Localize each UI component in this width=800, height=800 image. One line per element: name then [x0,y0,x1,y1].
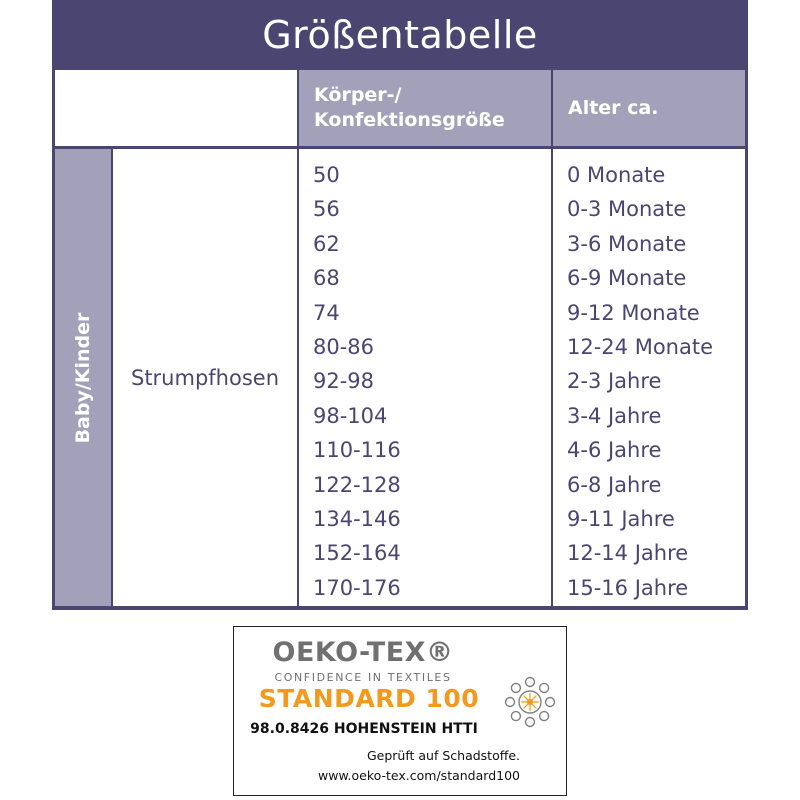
age-value: 3-4 Jahre [567,403,662,428]
product-cell [113,149,297,606]
size-value: 62 [313,231,340,256]
size-column [299,149,551,606]
table-title-bar [52,0,748,70]
age-value: 0-3 Monate [567,197,687,222]
size-value: 92-98 [313,369,375,394]
size-value: 74 [313,300,340,325]
age-value: 9-12 Monate [567,300,700,325]
age-value: 6-8 Jahre [567,472,662,497]
age-list [567,158,713,605]
oeko-tex-tagline: CONFIDENCE IN TEXTILES [274,671,452,684]
size-value: 68 [313,266,340,291]
size-value: 110-116 [313,438,401,463]
product-label: Strumpfhosen [130,365,279,390]
category-label: Baby/Kinder [72,312,94,443]
oeko-tex-standard: STANDARD 100 [258,684,480,713]
column-header-age [553,70,745,146]
size-value: 56 [313,197,340,222]
size-list [313,158,401,605]
oeko-tex-flower-icon [502,674,558,730]
oeko-tex-brand: OEKO-TEX® [272,637,454,668]
oeko-tex-label [233,626,567,796]
oeko-tex-url: www.oeko-tex.com/standard100 [318,768,520,783]
age-value: 2-3 Jahre [567,369,662,394]
age-value: 6-9 Monate [567,266,687,291]
size-value: 152-164 [313,541,401,566]
category-cell [55,149,111,606]
age-column [553,149,745,606]
size-value: 80-86 [313,334,375,359]
size-table [52,0,748,610]
age-value: 0 Monate [567,163,666,187]
age-value: 12-24 Monate [567,334,713,359]
age-value: 12-14 Jahre [567,541,689,566]
column-header-size [299,70,551,146]
age-value: 4-6 Jahre [567,438,662,463]
age-value: 15-16 Jahre [567,575,689,600]
column-header-age-label: Alter ca. [568,96,659,119]
age-value: 9-11 Jahre [567,506,675,531]
size-value: 170-176 [313,575,401,600]
table-title: Größentabelle [262,13,538,57]
size-value: 122-128 [313,472,401,497]
oeko-tex-certificate: 98.0.8426 HOHENSTEIN HTTI [250,721,478,737]
age-value: 3-6 Monate [567,231,687,256]
oeko-tex-note: Geprüft auf Schadstoffe. [366,748,520,763]
size-value: 98-104 [313,403,388,428]
header-blank-cell [55,70,297,146]
size-value: 50 [313,163,340,187]
size-value: 134-146 [313,506,401,531]
column-header-size-label: Körper-/ Konfektionsgröße [314,84,505,131]
